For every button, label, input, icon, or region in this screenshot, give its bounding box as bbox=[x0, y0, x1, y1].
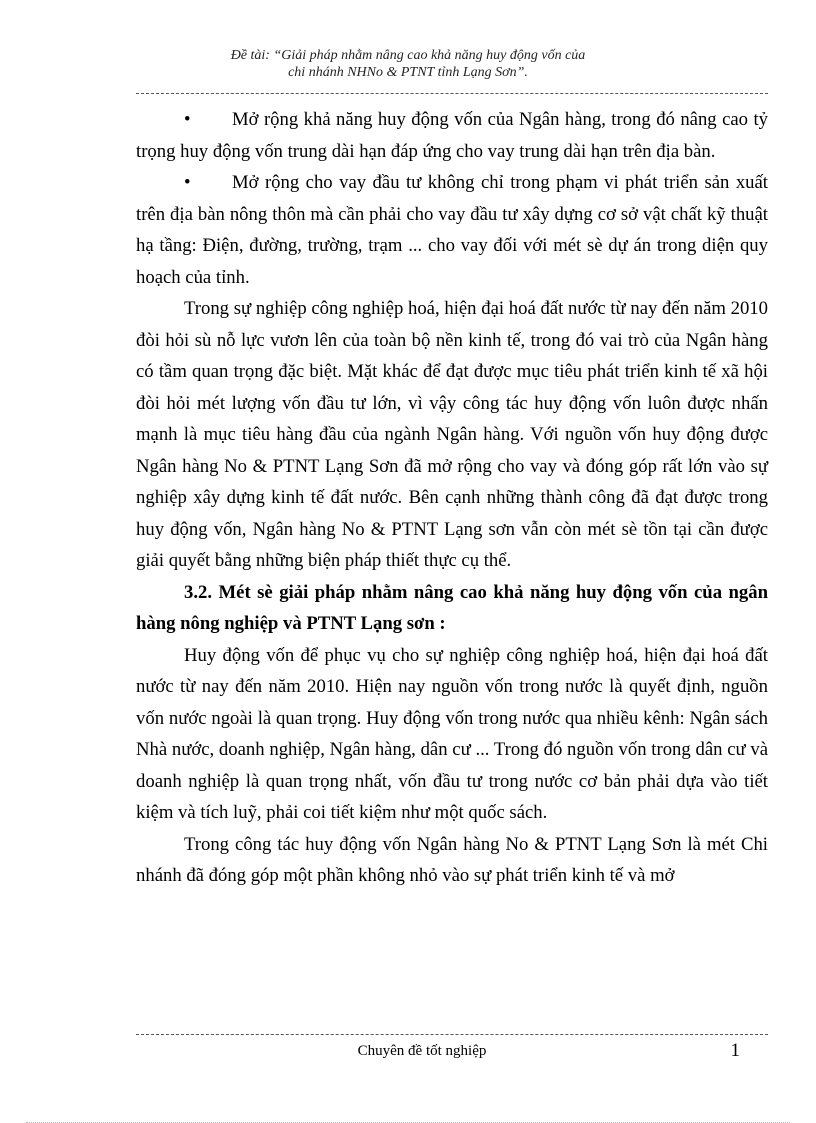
bullet-item bbox=[136, 104, 768, 167]
header-line-2: chi nhánh NHNo & PTNT tỉnh Lạng Sơn”. bbox=[288, 65, 528, 80]
section-heading: 3.2. Mét sè giải pháp nhằm nâng cao khả năng huy động vốn của ngân hàng nông nghiệp và PTNT Lạng sơn : bbox=[136, 581, 768, 634]
header-divider bbox=[136, 93, 768, 94]
footer-title: Chuyên đề tốt nghiệp bbox=[357, 1043, 487, 1059]
bullet-icon: • bbox=[184, 109, 191, 130]
page-number: 1 bbox=[730, 1040, 740, 1061]
bullet-icon: • bbox=[184, 172, 191, 193]
bullet-item bbox=[136, 167, 768, 293]
header-line-1: Đề tài: “Giải pháp nhằm nâng cao khả năng huy động vốn của bbox=[230, 48, 586, 63]
page-header bbox=[0, 47, 816, 81]
paragraph: Trong công tác huy động vốn Ngân hàng No & PTNT Lạng Sơn là mét Chi nhánh đã đóng góp một phần không nhỏ vào sự phát triển kinh tế và mở bbox=[136, 833, 768, 886]
bullet-text: Mở rộng khả năng huy động vốn của Ngân hàng, trong đó nâng cao tỷ trọng huy động vốn trung dài hạn đáp ứng cho vay trung dài hạn trên địa bàn. bbox=[136, 109, 768, 162]
footer-divider bbox=[136, 1034, 768, 1035]
paragraph: Trong sự nghiệp công nghiệp hoá, hiện đại hoá đất nước từ nay đến năm 2010 đòi hỏi sù nỗ lực vươn lên của toàn bộ nền kinh tế, trong đó vai trò của Ngân hàng có tầm quan trọng đặc biệt. Mặt khác để đạt được mục tiêu phát triển kinh tế xã hội đòi hỏi mét lượng vốn đầu tư lớn, vì vậy công tác huy động vốn luôn được nhấn mạnh là mục tiêu hàng đầu của ngành Ngân hàng. Với nguồn vốn huy động được Ngân hàng No & PTNT Lạng Sơn đã mở rộng cho vay và đóng góp rất lớn vào sự nghiệp xây dựng kinh tế đất nước. Bên cạnh những thành công đã đạt được trong huy động vốn, Ngân hàng No & PTNT Lạng sơn vẫn còn mét sè tồn tại cần được giải quyết bằng những biện pháp thiết thực cụ thể. bbox=[136, 298, 768, 571]
document-body bbox=[136, 104, 768, 892]
paragraph: Huy động vốn để phục vụ cho sự nghiệp công nghiệp hoá, hiện đại hoá đất nước từ nay đến năm 2010. Hiện nay nguồn vốn trong nước là quyết định, nguồn vốn nước ngoài là quan trọng. Huy động vốn trong nước qua nhiều kênh: Ngân sách Nhà nước, doanh nghiệp, Ngân hàng, dân cư ... Trong đó nguồn vốn trong dân cư và doanh nghiệp là quan trọng nhất, vốn đầu tư trong nước cơ bản phải dựa vào tiết kiệm và tích luỹ, phải coi tiết kiệm như một quốc sách. bbox=[136, 644, 768, 823]
page-footer bbox=[136, 1040, 768, 1062]
bullet-text: Mở rộng cho vay đầu tư không chỉ trong phạm vi phát triển sản xuất trên địa bàn nông thôn mà cần phải cho vay đầu tư xây dựng cơ sở vật chất kỹ thuật hạ tầng: Điện, đường, trường, trạm ... cho vay đối với mét sè dự án trong diện quy hoạch của tỉnh. bbox=[136, 172, 768, 288]
